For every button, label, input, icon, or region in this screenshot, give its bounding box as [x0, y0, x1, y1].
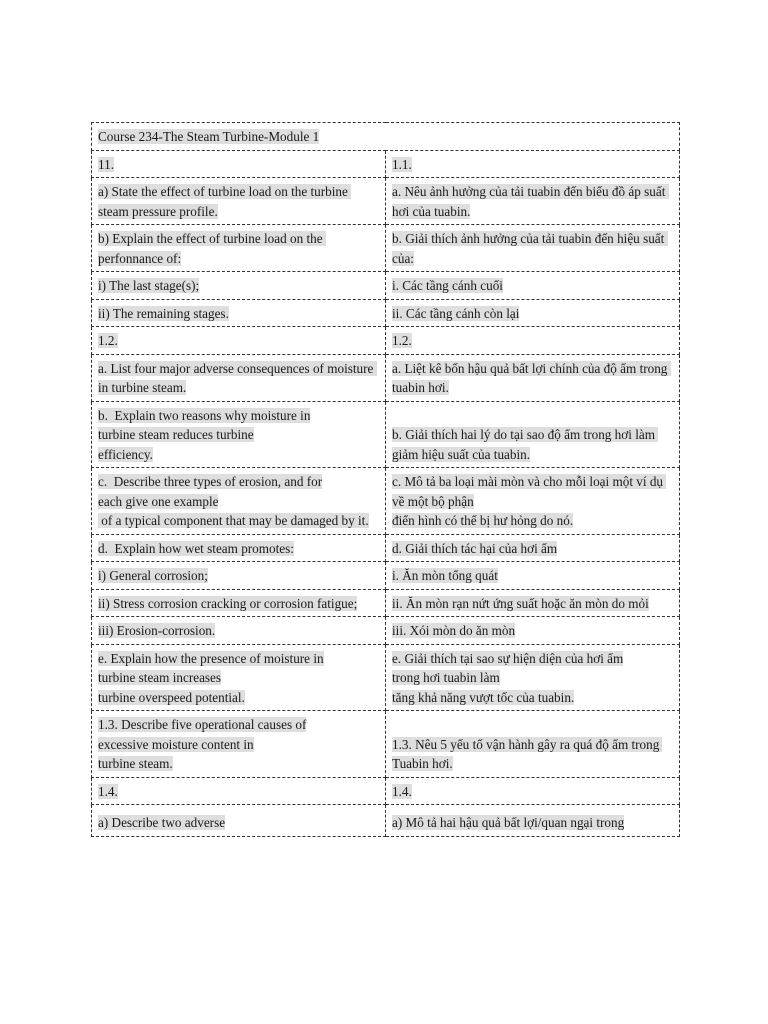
vietnamese-cell [386, 711, 680, 778]
document-header: Course 234-The Steam Turbine-Module 1 [98, 129, 320, 144]
vietnamese-cell [386, 468, 680, 535]
vietnamese-cell [386, 272, 680, 300]
vietnamese-text: a. Nêu ảnh hưởng của tải tuabin đến biểu đồ áp suất hơi của tuabin. [392, 184, 669, 219]
english-cell [92, 468, 386, 535]
table-row [92, 225, 680, 272]
english-cell [92, 150, 386, 178]
vietnamese-cell [386, 354, 680, 401]
vietnamese-text: e. Giải thích tại sao sự hiện diện của hơi ẩm trong hơi tuabin làm tăng khả năng vượt tốc của tuabin. [392, 650, 624, 705]
table-row [92, 401, 680, 468]
vietnamese-cell [386, 617, 680, 645]
table-row [92, 534, 680, 562]
vietnamese-cell [386, 225, 680, 272]
vietnamese-text: i. Các tầng cánh cuối [392, 278, 503, 293]
english-cell [92, 299, 386, 327]
english-cell [92, 534, 386, 562]
english-text: ii) Stress corrosion cracking or corrosion fatigue; [98, 595, 358, 611]
table-row [92, 468, 680, 535]
vietnamese-cell [386, 644, 680, 711]
vietnamese-text: 1.1. [392, 156, 412, 172]
english-text: b. Explain two reasons why moisture in turbine steam reduces turbine efficiency. [98, 407, 311, 462]
english-text: 1.4. [98, 783, 118, 799]
english-cell [92, 711, 386, 778]
vietnamese-cell [386, 589, 680, 617]
table-row [92, 299, 680, 327]
vietnamese-text: iii. Xói mòn do ăn mòn [392, 623, 516, 638]
english-cell [92, 272, 386, 300]
english-cell [92, 562, 386, 590]
english-cell [92, 225, 386, 272]
vietnamese-text: a) Mô tả hai hậu quả bất lợi/quan ngại trong [392, 815, 625, 830]
vietnamese-text: b. Giải thích ảnh hưởng của tải tuabin đến hiệu suất của: [392, 231, 668, 266]
english-cell [92, 589, 386, 617]
table-row [92, 327, 680, 355]
english-cell [92, 617, 386, 645]
english-text: ii) The remaining stages. [98, 305, 229, 321]
english-text: 1.2. [98, 333, 118, 348]
english-text: i) General corrosion; [98, 568, 208, 583]
english-text: c. Describe three types of erosion, and for each give one example of a typical component that may be damaged by it. [98, 474, 369, 528]
table-row [92, 617, 680, 645]
vietnamese-text: a. Liệt kê bốn hậu quả bất lợi chính của độ ẩm trong tuabin hơi. [392, 360, 671, 395]
bilingual-table [91, 122, 680, 837]
english-cell [92, 644, 386, 711]
english-cell [92, 805, 386, 837]
english-text: a. List four major adverse consequences of moisture in turbine steam. [98, 360, 377, 395]
vietnamese-cell [386, 777, 680, 805]
table-row [92, 354, 680, 401]
english-text: i) The last stage(s); [98, 278, 200, 293]
english-text: a) Describe two adverse [98, 815, 226, 830]
table-row [92, 562, 680, 590]
english-text: iii) Erosion-corrosion. [98, 623, 216, 638]
vietnamese-text: c. Mô tả ba loại mài mòn và cho mỗi loại một ví dụ về một bộ phận điển hình có thể bị hư hỏng do nó. [392, 474, 666, 528]
vietnamese-text: i. Ăn mòn tổng quát [392, 568, 498, 583]
table-row [92, 589, 680, 617]
header-cell [92, 123, 680, 151]
vietnamese-text: d. Giải thích tác hại của hơi ẩm [392, 540, 558, 556]
english-text: e. Explain how the presence of moisture in turbine steam increases turbine overspeed potential. [98, 650, 324, 705]
table-row [92, 711, 680, 778]
vietnamese-cell [386, 534, 680, 562]
vietnamese-text: b. Giải thích hai lý do tại sao độ ẩm trong hơi làm giảm hiệu suất của tuabin. [392, 427, 659, 462]
vietnamese-text: 1.4. [392, 783, 412, 799]
table-row [92, 123, 680, 151]
english-cell [92, 401, 386, 468]
vietnamese-cell [386, 178, 680, 225]
vietnamese-text: 1.3. Nêu 5 yếu tố vận hành gây ra quá độ ẩm trong Tuabin hơi. [392, 736, 663, 771]
english-cell [92, 178, 386, 225]
vietnamese-cell [386, 805, 680, 837]
vietnamese-cell [386, 327, 680, 355]
vietnamese-text: ii. Các tầng cánh còn lại [392, 305, 520, 321]
vietnamese-cell [386, 150, 680, 178]
table-row [92, 777, 680, 805]
english-cell [92, 327, 386, 355]
vietnamese-text: 1.2. [392, 333, 412, 348]
english-text: 1.3. Describe five operational causes of excessive moisture content in turbine steam. [98, 717, 307, 771]
table-row [92, 805, 680, 837]
english-text: d. Explain how wet steam promotes: [98, 540, 294, 556]
english-text: a) State the effect of turbine load on the turbine steam pressure profile. [98, 184, 352, 219]
english-text: b) Explain the effect of turbine load on the perfonnance of: [98, 231, 326, 266]
vietnamese-cell [386, 562, 680, 590]
table-row [92, 644, 680, 711]
english-text: 11. [98, 156, 114, 172]
english-cell [92, 777, 386, 805]
vietnamese-cell [386, 299, 680, 327]
table-row [92, 150, 680, 178]
vietnamese-cell [386, 401, 680, 468]
vietnamese-text: ii. Ăn mòn rạn nứt ứng suất hoặc ăn mòn do mỏi [392, 595, 649, 611]
english-cell [92, 354, 386, 401]
table-row [92, 272, 680, 300]
table-row [92, 178, 680, 225]
